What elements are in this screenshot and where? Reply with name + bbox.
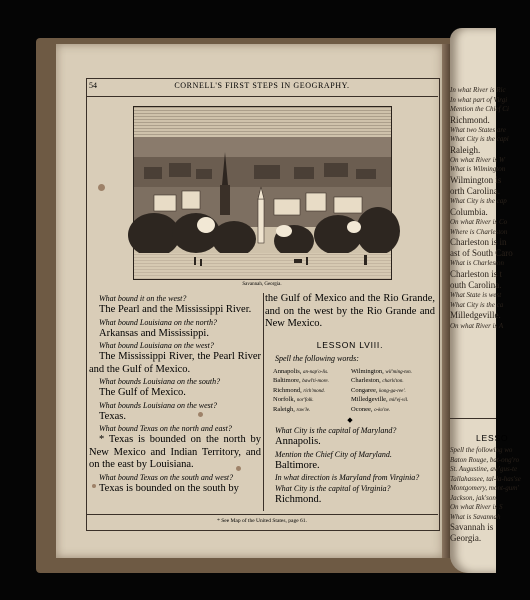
next-page-line: Spell the following wo bbox=[450, 446, 513, 454]
next-page-line: On what River is S bbox=[450, 503, 503, 511]
next-page-text bbox=[450, 86, 530, 331]
pronunciation: nor'folk. bbox=[296, 398, 314, 403]
spelling-list bbox=[265, 368, 435, 416]
paper-stain bbox=[98, 184, 105, 191]
question: What bound Texas on the north and east? bbox=[99, 424, 232, 433]
section-ornament: ◆ bbox=[347, 416, 353, 424]
answer: Texas. bbox=[99, 410, 126, 422]
spelling-word bbox=[351, 387, 441, 397]
question: Mention the Chief City of Maryland. bbox=[275, 449, 392, 459]
next-page-line: Richmond. bbox=[450, 114, 490, 125]
question: In what direction is Maryland from Virginia? bbox=[275, 473, 420, 482]
next-page-line: outh Carolina. bbox=[450, 280, 502, 291]
next-page-line: Milledgeville. bbox=[450, 310, 501, 321]
word: Baltimore, bbox=[273, 377, 301, 384]
pronunciation: wil'ming-ton. bbox=[385, 369, 412, 375]
illustration-caption: Savannah, Georgia. bbox=[242, 282, 282, 287]
next-page-line: Savannah is bbox=[450, 522, 494, 532]
word: Milledgeville, bbox=[351, 396, 388, 403]
next-page-line: Baton Rouge, bat-ong'ro bbox=[450, 455, 520, 464]
next-page-line: St. Augustine, aw'gus-te bbox=[450, 465, 518, 473]
page-header bbox=[86, 80, 438, 97]
next-page-line: Wilmington is bbox=[450, 174, 502, 185]
answer: The Pearl and the Mississippi River. bbox=[99, 304, 252, 315]
right-column bbox=[265, 293, 435, 508]
spelling-word bbox=[273, 396, 349, 406]
next-page-line: Jackson, jak'son. bbox=[450, 493, 498, 502]
question: What bound Louisiana on the north? bbox=[99, 317, 218, 327]
spelling-word bbox=[351, 368, 441, 378]
next-page-line: Columbia. bbox=[450, 206, 488, 217]
city-illustration bbox=[134, 107, 391, 279]
question: What bound it on the west? bbox=[99, 294, 187, 303]
word: Richmond, bbox=[273, 386, 302, 394]
pronunciation: o-ko'ne. bbox=[374, 407, 391, 413]
next-page-line: Where is Charleston bbox=[450, 227, 508, 236]
spelling-word bbox=[273, 406, 349, 416]
pronunciation: raw'le. bbox=[296, 407, 311, 413]
next-page-line: On what River is A bbox=[450, 321, 504, 330]
pronunciation: rich'mond. bbox=[303, 388, 325, 394]
next-page-line: In what River is Ric bbox=[450, 86, 506, 94]
next-page-rule bbox=[450, 418, 496, 419]
pronunciation: bawl'ti-more. bbox=[302, 379, 329, 384]
next-page-edge bbox=[450, 28, 521, 573]
savannah-engraving bbox=[133, 106, 392, 280]
lesson-questions bbox=[265, 426, 435, 507]
word: Charleston, bbox=[351, 377, 381, 384]
next-page-line: On what River is Co bbox=[450, 218, 508, 227]
word: Annapolis, bbox=[273, 367, 302, 375]
next-page-line: What City is the capi bbox=[450, 135, 509, 144]
next-page-line: What is Charleston bbox=[450, 259, 505, 268]
word: Oconee, bbox=[351, 405, 373, 413]
pronunciation: charls'ton. bbox=[382, 379, 404, 384]
pronunciation: kong-ga-ree'. bbox=[379, 388, 406, 394]
answer: Richmond. bbox=[275, 494, 322, 505]
next-page-line: Mention the Chief Ci bbox=[450, 105, 509, 113]
next-page-line: In what part of Virgi bbox=[450, 95, 508, 104]
question: What City is the capital of Maryland? bbox=[275, 426, 397, 435]
question: What bound Texas on the south and west? bbox=[99, 472, 234, 482]
answer: Arkansas and Mississippi. bbox=[99, 327, 209, 339]
spelling-word bbox=[273, 368, 349, 378]
next-page-line: orth Carolina. bbox=[450, 186, 500, 197]
spelling-word bbox=[273, 377, 349, 387]
next-page-line: Raleigh. bbox=[450, 144, 481, 155]
word: Congaree, bbox=[351, 386, 378, 394]
left-column bbox=[89, 293, 261, 496]
next-page-line: What City is the ca bbox=[450, 300, 504, 309]
answer: * Texas is bounded on the north by New Mexico and Indian Territory, and on the east by Louisiana. bbox=[89, 434, 261, 470]
question: What City is the capital of Virginia? bbox=[275, 484, 391, 493]
answer: The Gulf of Mexico. bbox=[99, 387, 186, 398]
spelling-instruction: Spell the following words: bbox=[275, 354, 359, 363]
word: Wilmington, bbox=[351, 367, 384, 375]
next-page-lower-text bbox=[450, 446, 530, 544]
word: Raleigh, bbox=[273, 405, 295, 413]
next-page-line: Tallahassee, tal-la-has'se bbox=[450, 474, 521, 483]
page-number: 54 bbox=[89, 81, 97, 90]
spelling-word bbox=[351, 377, 441, 387]
next-page-line: What City is the cap bbox=[450, 197, 507, 206]
next-page-lesson-title: LESSO bbox=[476, 433, 509, 443]
next-page-line: Montgomery, mont-gum' bbox=[450, 484, 519, 492]
pronunciation: mil'ej-vil. bbox=[389, 398, 409, 403]
next-page-line: On what River is W bbox=[450, 155, 505, 164]
column-divider bbox=[263, 293, 264, 511]
answer: Texas is bounded on the south by bbox=[99, 482, 239, 494]
footnote: * See Map of the United States, page 61. bbox=[86, 514, 438, 529]
spelling-word bbox=[273, 387, 349, 397]
paper-stain bbox=[236, 466, 241, 471]
answer-continuation: the Gulf of Mexico and the Rio Grande, and on the west by the Rio Grande and New Mexico. bbox=[265, 293, 435, 329]
next-page-line: What is Savannah bbox=[450, 512, 501, 521]
pronunciation: an-nap'o-lis. bbox=[302, 369, 329, 375]
running-title: CORNELL'S FIRST STEPS IN GEOGRAPHY. bbox=[174, 81, 350, 90]
answer: Annapolis. bbox=[275, 436, 321, 447]
next-page-line: What State is west bbox=[450, 291, 502, 300]
answer: The Mississippi River, the Pearl River and the Gulf of Mexico. bbox=[89, 351, 261, 375]
spelling-word bbox=[351, 406, 441, 416]
next-page-line: Charleston is in bbox=[450, 237, 507, 248]
paper-stain bbox=[198, 412, 203, 417]
next-page-line: Georgia. bbox=[450, 533, 482, 544]
paper-stain bbox=[92, 484, 96, 488]
next-page-line: What two States are bbox=[450, 125, 506, 134]
spelling-word bbox=[351, 396, 441, 406]
next-page-line: What is Wilmington bbox=[450, 165, 506, 174]
question: What bounds Louisiana on the west? bbox=[99, 400, 218, 410]
question: What bound Louisiana on the west? bbox=[99, 341, 214, 350]
answer: Baltimore. bbox=[275, 459, 320, 471]
next-page-line: ast of South Caro bbox=[450, 248, 513, 259]
question: What bounds Louisiana on the south? bbox=[99, 377, 221, 386]
lesson-title: LESSON LVIII. bbox=[316, 339, 384, 350]
next-page-line: Charleston is t bbox=[450, 268, 502, 279]
word: Norfolk, bbox=[273, 396, 296, 403]
